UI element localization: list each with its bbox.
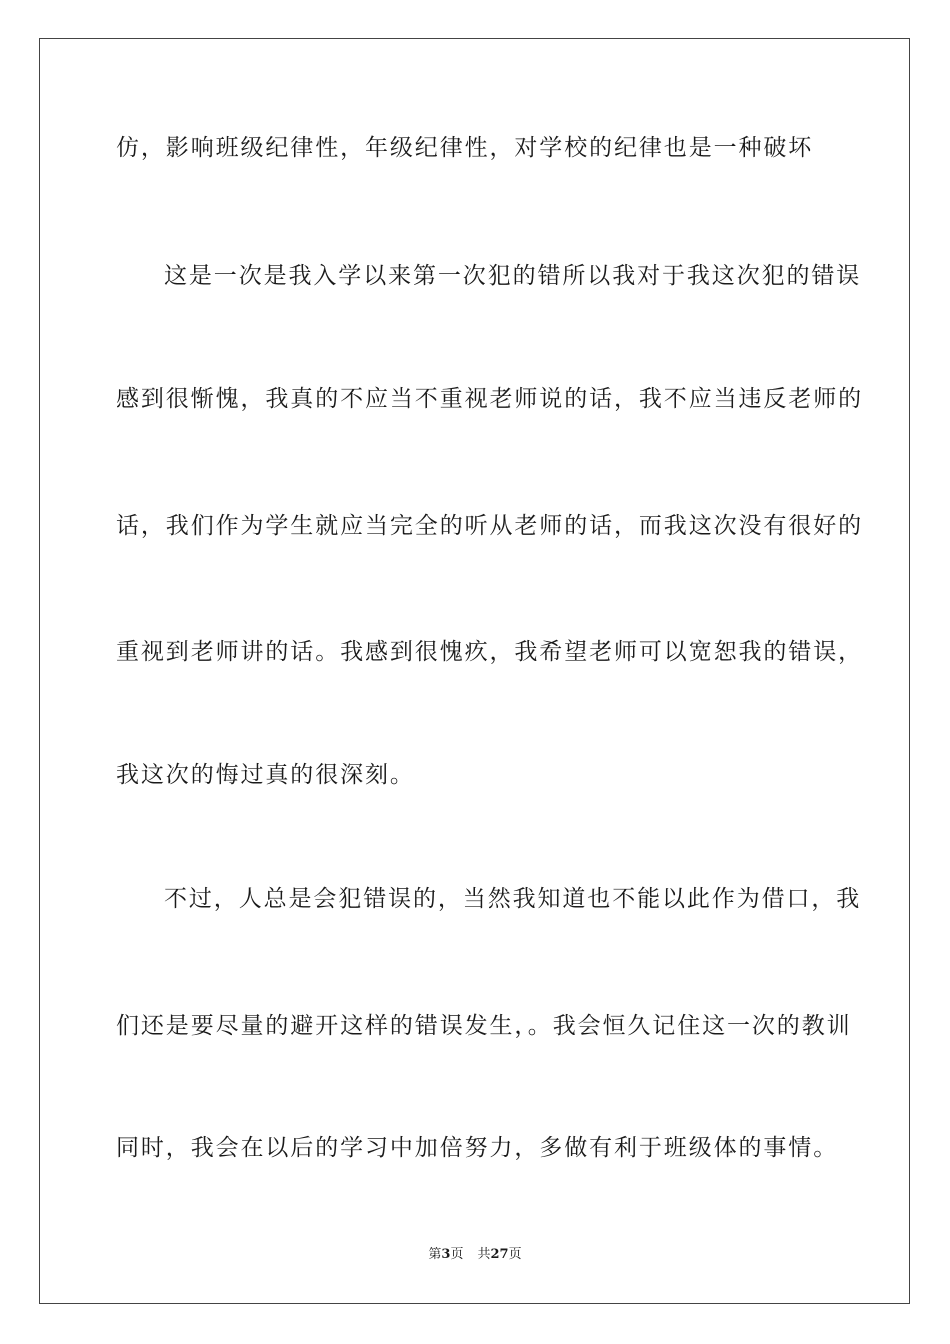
paragraph-start-line: 这是一次是我入学以来第一次犯的错所以我对于我这次犯的错误: [164, 263, 862, 289]
text-line: 感到很惭愧，我真的不应当不重视老师说的话，我不应当违反老师的: [116, 386, 863, 412]
page-footer: [0, 1246, 950, 1264]
current-page-number: 3: [441, 1247, 451, 1262]
page-label-prefix: 第: [428, 1247, 442, 1262]
total-label-prefix: 共: [477, 1247, 491, 1262]
text-line: 同时，我会在以后的学习中加倍努力，多做有利于班级体的事情。: [116, 1135, 839, 1161]
text-line: 话，我们作为学生就应当完全的听从老师的话，而我这次没有很好的: [116, 513, 863, 539]
page-label-suffix: 页: [450, 1247, 464, 1262]
text-line: 仿，影响班级纪律性，年级纪律性，对学校的纪律也是一种破坏: [116, 135, 814, 161]
total-page-count: 27: [490, 1247, 509, 1262]
page-border: [39, 38, 910, 1304]
text-line: 们还是要尽量的避开这样的错误发生，。我会恒久记住这一次的教训: [116, 1013, 852, 1039]
paragraph-start-line: 不过，人总是会犯错误的，当然我知道也不能以此作为借口，我: [164, 886, 862, 912]
text-line: 我这次的悔过真的很深刻。: [116, 762, 415, 788]
total-label-suffix: 页: [508, 1247, 522, 1262]
text-line: 重视到老师讲的话。我感到很愧疚，我希望老师可以宽恕我的错误，: [116, 639, 863, 665]
